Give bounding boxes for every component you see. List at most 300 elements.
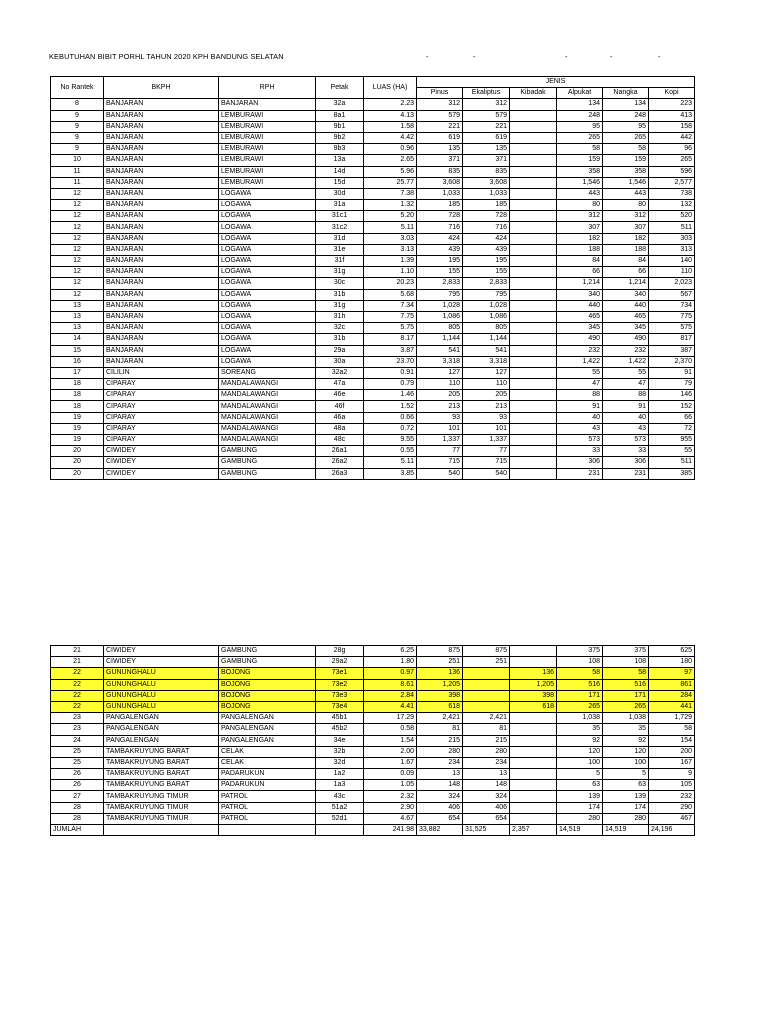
cell-bkph: GUNUNGHALU: [104, 679, 219, 690]
cell-alpukat: 1,214: [557, 278, 603, 289]
cell-ekaliptus: 185: [463, 200, 510, 211]
cell-kopi: 146: [649, 390, 695, 401]
cell-ekaliptus: [463, 690, 510, 701]
cell-no-rantek: 12: [51, 188, 104, 199]
cell-kibadak: [510, 323, 557, 334]
cell-no-rantek: 23: [51, 713, 104, 724]
cell-nangka: 345: [603, 323, 649, 334]
cell-luas: 2.32: [364, 791, 417, 802]
total-luas: 241.98: [364, 825, 417, 836]
cell-ekaliptus: 1,337: [463, 435, 510, 446]
cell-kibadak: [510, 300, 557, 311]
cell-ekaliptus: 715: [463, 457, 510, 468]
cell-ekaliptus: [463, 668, 510, 679]
cell-ekaliptus: 251: [463, 657, 510, 668]
cell-luas: 23.70: [364, 356, 417, 367]
cell-kopi: 79: [649, 379, 695, 390]
cell-kopi: 467: [649, 813, 695, 824]
cell-ekaliptus: 2,833: [463, 278, 510, 289]
cell-alpukat: 91: [557, 401, 603, 412]
cell-rph: MANDALAWANGI: [219, 423, 316, 434]
table-row: [51, 735, 695, 746]
cell-kibadak: [510, 188, 557, 199]
table-row: [51, 334, 695, 345]
cell-nangka: 1,214: [603, 278, 649, 289]
total-kopi: 24,196: [649, 825, 695, 836]
cell-nangka: 248: [603, 110, 649, 121]
cell-alpukat: 306: [557, 457, 603, 468]
cell-kibadak: [510, 423, 557, 434]
cell-kopi: 385: [649, 468, 695, 479]
cell-rph: BOJONG: [219, 679, 316, 690]
cell-rph: CELAK: [219, 746, 316, 757]
cell-rph: PADARUKUN: [219, 769, 316, 780]
cell-petak: 32c: [316, 323, 364, 334]
cell-bkph: BANJARAN: [104, 356, 219, 367]
cell-kibadak: [510, 110, 557, 121]
header-pinus: Pinus: [417, 88, 463, 99]
cell-alpukat: 35: [557, 724, 603, 735]
table-row: [51, 390, 695, 401]
cell-petak: 9b2: [316, 132, 364, 143]
cell-pinus: 619: [417, 132, 463, 143]
cell-nangka: 100: [603, 757, 649, 768]
cell-petak: 46f: [316, 401, 364, 412]
cell-luas: 2.00: [364, 746, 417, 757]
cell-luas: 8.61: [364, 679, 417, 690]
total-label: JUMLAH: [51, 825, 104, 836]
cell-kibadak: [510, 278, 557, 289]
cell-pinus: 541: [417, 345, 463, 356]
cell-bkph: BANJARAN: [104, 267, 219, 278]
cell-alpukat: 159: [557, 155, 603, 166]
cell-no-rantek: 12: [51, 222, 104, 233]
cell-kibadak: [510, 121, 557, 132]
cell-no-rantek: 21: [51, 657, 104, 668]
cell-alpukat: 43: [557, 423, 603, 434]
cell-ekaliptus: 579: [463, 110, 510, 121]
cell-nangka: 92: [603, 735, 649, 746]
cell-kibadak: [510, 446, 557, 457]
cell-no-rantek: 25: [51, 757, 104, 768]
header-petak: Petak: [316, 77, 364, 99]
cell-kopi: 303: [649, 233, 695, 244]
cell-bkph: CIPARAY: [104, 412, 219, 423]
cell-rph: LOGAWA: [219, 356, 316, 367]
cell-nangka: 33: [603, 446, 649, 457]
cell-kopi: 511: [649, 222, 695, 233]
cell-petak: 26a1: [316, 446, 364, 457]
cell-kibadak: [510, 211, 557, 222]
cell-pinus: 579: [417, 110, 463, 121]
cell-luas: 6.25: [364, 646, 417, 657]
cell-no-rantek: 12: [51, 289, 104, 300]
cell-pinus: 324: [417, 791, 463, 802]
cell-kopi: 152: [649, 401, 695, 412]
cell-luas: 3.13: [364, 244, 417, 255]
cell-ekaliptus: 324: [463, 791, 510, 802]
cell-kibadak: [510, 166, 557, 177]
cell-nangka: 159: [603, 155, 649, 166]
cell-petak: 31g: [316, 267, 364, 278]
cell-pinus: 77: [417, 446, 463, 457]
cell-alpukat: 63: [557, 780, 603, 791]
cell-rph: LOGAWA: [219, 345, 316, 356]
cell-alpukat: 248: [557, 110, 603, 121]
cell-luas: 1.05: [364, 780, 417, 791]
header-ekaliptus: Ekaliptus: [463, 88, 510, 99]
cell-pinus: 312: [417, 99, 463, 110]
cell-petak: 31b: [316, 289, 364, 300]
cell-pinus: 1,033: [417, 188, 463, 199]
cell-kopi: 817: [649, 334, 695, 345]
cell-petak: 45b1: [316, 713, 364, 724]
cell-alpukat: 188: [557, 244, 603, 255]
total-ekaliptus: 31,525: [463, 825, 510, 836]
cell-rph: GAMBUNG: [219, 446, 316, 457]
cell-pinus: 716: [417, 222, 463, 233]
cell-pinus: 1,144: [417, 334, 463, 345]
cell-no-rantek: 12: [51, 278, 104, 289]
cell-kibadak: [510, 791, 557, 802]
cell-nangka: 573: [603, 435, 649, 446]
cell-nangka: 63: [603, 780, 649, 791]
cell-pinus: 875: [417, 646, 463, 657]
cell-luas: 0.97: [364, 668, 417, 679]
cell-ekaliptus: 93: [463, 412, 510, 423]
cell-petak: 73e1: [316, 668, 364, 679]
cell-kibadak: [510, 222, 557, 233]
cell-bkph: BANJARAN: [104, 132, 219, 143]
cell-no-rantek: 21: [51, 646, 104, 657]
cell-petak: 34e: [316, 735, 364, 746]
cell-nangka: 171: [603, 690, 649, 701]
cell-ekaliptus: 805: [463, 323, 510, 334]
cell-ekaliptus: 312: [463, 99, 510, 110]
table-row: [51, 769, 695, 780]
cell-kibadak: [510, 468, 557, 479]
cell-alpukat: 58: [557, 668, 603, 679]
cell-pinus: 3,318: [417, 356, 463, 367]
cell-kopi: 511: [649, 457, 695, 468]
cell-nangka: 174: [603, 802, 649, 813]
cell-pinus: 195: [417, 256, 463, 267]
cell-ekaliptus: 1,033: [463, 188, 510, 199]
cell-alpukat: 95: [557, 121, 603, 132]
cell-alpukat: 1,546: [557, 177, 603, 188]
cell-ekaliptus: 424: [463, 233, 510, 244]
cell-ekaliptus: 835: [463, 166, 510, 177]
cell-rph: LOGAWA: [219, 311, 316, 322]
cell-rph: GAMBUNG: [219, 457, 316, 468]
cell-kibadak: [510, 244, 557, 255]
cell-bkph: BANJARAN: [104, 211, 219, 222]
cell-bkph: BANJARAN: [104, 345, 219, 356]
cell-ekaliptus: 155: [463, 267, 510, 278]
table-row: [51, 657, 695, 668]
cell-pinus: 185: [417, 200, 463, 211]
cell-petak: 48c: [316, 435, 364, 446]
cell-no-rantek: 9: [51, 121, 104, 132]
table-row: [51, 200, 695, 211]
cell-kibadak: 398: [510, 690, 557, 701]
cell-pinus: 251: [417, 657, 463, 668]
cell-no-rantek: 19: [51, 435, 104, 446]
cell-pinus: 3,608: [417, 177, 463, 188]
cell-rph: LOGAWA: [219, 222, 316, 233]
cell-kibadak: [510, 412, 557, 423]
cell-alpukat: 358: [557, 166, 603, 177]
total-nangka: 14,519: [603, 825, 649, 836]
cell-bkph: TAMBAKRUYUNG TIMUR: [104, 791, 219, 802]
cell-nangka: 375: [603, 646, 649, 657]
cell-luas: 20.23: [364, 278, 417, 289]
cell-ekaliptus: 654: [463, 813, 510, 824]
cell-bkph: CIPARAY: [104, 379, 219, 390]
cell-kopi: 265: [649, 155, 695, 166]
cell-luas: 25.77: [364, 177, 417, 188]
cell-bkph: BANJARAN: [104, 233, 219, 244]
cell-kibadak: [510, 401, 557, 412]
cell-bkph: BANJARAN: [104, 166, 219, 177]
cell-ekaliptus: 101: [463, 423, 510, 434]
table-row: [51, 668, 695, 679]
cell-pinus: 805: [417, 323, 463, 334]
cell-petak: 32b: [316, 746, 364, 757]
table-row: [51, 99, 695, 110]
cell-kibadak: [510, 646, 557, 657]
cell-petak: 30d: [316, 188, 364, 199]
cell-nangka: 490: [603, 334, 649, 345]
cell-pinus: 135: [417, 144, 463, 155]
table-row: [51, 724, 695, 735]
cell-luas: 5.20: [364, 211, 417, 222]
table-row: [51, 791, 695, 802]
cell-luas: 17.29: [364, 713, 417, 724]
cell-kibadak: [510, 769, 557, 780]
cell-no-rantek: 28: [51, 813, 104, 824]
cell-ekaliptus: 13: [463, 769, 510, 780]
table-row: [51, 132, 695, 143]
cell-nangka: 47: [603, 379, 649, 390]
cell-pinus: 110: [417, 379, 463, 390]
cell-bkph: TAMBAKRUYUNG BARAT: [104, 769, 219, 780]
cell-kibadak: 136: [510, 668, 557, 679]
cell-nangka: 440: [603, 300, 649, 311]
cell-rph: PANGALENGAN: [219, 735, 316, 746]
cell-kopi: 2,370: [649, 356, 695, 367]
cell-pinus: 424: [417, 233, 463, 244]
cell-pinus: 280: [417, 746, 463, 757]
cell-alpukat: 465: [557, 311, 603, 322]
cell-petak: 26a3: [316, 468, 364, 479]
cell-alpukat: 40: [557, 412, 603, 423]
cell-no-rantek: 19: [51, 412, 104, 423]
cell-petak: 28g: [316, 646, 364, 657]
cell-alpukat: 108: [557, 657, 603, 668]
cell-nangka: 1,038: [603, 713, 649, 724]
table-row: [51, 690, 695, 701]
total-cell-empty: [219, 825, 316, 836]
cell-petak: 15d: [316, 177, 364, 188]
cell-no-rantek: 12: [51, 211, 104, 222]
cell-kibadak: [510, 177, 557, 188]
cell-luas: 0.91: [364, 367, 417, 378]
cell-kibadak: [510, 713, 557, 724]
cell-pinus: 439: [417, 244, 463, 255]
cell-kibadak: [510, 256, 557, 267]
cell-bkph: CILILIN: [104, 367, 219, 378]
cell-ekaliptus: 3,608: [463, 177, 510, 188]
table-row: [51, 367, 695, 378]
cell-no-rantek: 16: [51, 356, 104, 367]
table-row: [51, 211, 695, 222]
cell-bkph: BANJARAN: [104, 121, 219, 132]
cell-luas: 4.67: [364, 813, 417, 824]
cell-kopi: 313: [649, 244, 695, 255]
cell-bkph: CIWIDEY: [104, 457, 219, 468]
cell-alpukat: 231: [557, 468, 603, 479]
cell-nangka: 88: [603, 390, 649, 401]
cell-pinus: 155: [417, 267, 463, 278]
total-cell-empty: [316, 825, 364, 836]
cell-nangka: 1,546: [603, 177, 649, 188]
cell-pinus: 406: [417, 802, 463, 813]
cell-no-rantek: 12: [51, 200, 104, 211]
cell-pinus: 148: [417, 780, 463, 791]
cell-nangka: 182: [603, 233, 649, 244]
cell-ekaliptus: 439: [463, 244, 510, 255]
cell-nangka: 139: [603, 791, 649, 802]
cell-kopi: 132: [649, 200, 695, 211]
cell-pinus: 93: [417, 412, 463, 423]
cell-pinus: 1,086: [417, 311, 463, 322]
table-row: [51, 780, 695, 791]
cell-rph: LEMBURAWI: [219, 144, 316, 155]
cell-no-rantek: 28: [51, 802, 104, 813]
cell-ekaliptus: 205: [463, 390, 510, 401]
cell-luas: 0.09: [364, 769, 417, 780]
seedling-table-top: [50, 76, 695, 480]
cell-no-rantek: 27: [51, 791, 104, 802]
cell-petak: 29a: [316, 345, 364, 356]
cell-bkph: BANJARAN: [104, 188, 219, 199]
cell-alpukat: 443: [557, 188, 603, 199]
cell-petak: 1a3: [316, 780, 364, 791]
cell-alpukat: 58: [557, 144, 603, 155]
cell-ekaliptus: 1,086: [463, 311, 510, 322]
cell-bkph: CIPARAY: [104, 435, 219, 446]
table-row: [51, 379, 695, 390]
cell-alpukat: 171: [557, 690, 603, 701]
cell-bkph: BANJARAN: [104, 256, 219, 267]
cell-ekaliptus: 875: [463, 646, 510, 657]
cell-petak: 30a: [316, 356, 364, 367]
cell-kopi: 9: [649, 769, 695, 780]
cell-luas: 3.03: [364, 233, 417, 244]
cell-bkph: GUNUNGHALU: [104, 668, 219, 679]
cell-luas: 0.79: [364, 379, 417, 390]
cell-bkph: CIPARAY: [104, 401, 219, 412]
cell-bkph: TAMBAKRUYUNG BARAT: [104, 757, 219, 768]
cell-ekaliptus: [463, 701, 510, 712]
cell-bkph: CIWIDEY: [104, 446, 219, 457]
cell-rph: LOGAWA: [219, 278, 316, 289]
cell-ekaliptus: 406: [463, 802, 510, 813]
cell-kopi: 58: [649, 724, 695, 735]
cell-alpukat: 84: [557, 256, 603, 267]
cell-kopi: 567: [649, 289, 695, 300]
cell-rph: PATROL: [219, 813, 316, 824]
cell-no-rantek: 10: [51, 155, 104, 166]
cell-luas: 0.55: [364, 446, 417, 457]
cell-alpukat: 182: [557, 233, 603, 244]
cell-bkph: BANJARAN: [104, 244, 219, 255]
cell-nangka: 40: [603, 412, 649, 423]
total-alpukat: 14,519: [557, 825, 603, 836]
cell-pinus: 1,337: [417, 435, 463, 446]
cell-petak: 73e2: [316, 679, 364, 690]
header-rph: RPH: [219, 77, 316, 99]
cell-alpukat: 307: [557, 222, 603, 233]
cell-kibadak: [510, 334, 557, 345]
cell-alpukat: 516: [557, 679, 603, 690]
cell-pinus: 213: [417, 401, 463, 412]
cell-no-rantek: 18: [51, 379, 104, 390]
cell-rph: LEMBURAWI: [219, 166, 316, 177]
cell-pinus: 221: [417, 121, 463, 132]
cell-luas: 5.75: [364, 323, 417, 334]
cell-petak: 31e: [316, 244, 364, 255]
dash-mark: -: [426, 52, 429, 61]
cell-luas: 0.66: [364, 412, 417, 423]
cell-alpukat: 5: [557, 769, 603, 780]
cell-petak: 31f: [316, 256, 364, 267]
cell-petak: 13a: [316, 155, 364, 166]
cell-kopi: 520: [649, 211, 695, 222]
cell-rph: LOGAWA: [219, 211, 316, 222]
cell-pinus: 715: [417, 457, 463, 468]
cell-kopi: 232: [649, 791, 695, 802]
dash-mark: -: [565, 52, 568, 61]
cell-ekaliptus: 541: [463, 345, 510, 356]
cell-bkph: BANJARAN: [104, 323, 219, 334]
table-row: [51, 757, 695, 768]
cell-bkph: GUNUNGHALU: [104, 701, 219, 712]
table-row: [51, 345, 695, 356]
cell-kopi: 775: [649, 311, 695, 322]
cell-petak: 31a: [316, 200, 364, 211]
cell-nangka: 84: [603, 256, 649, 267]
table-row: [51, 457, 695, 468]
cell-luas: 8.17: [364, 334, 417, 345]
cell-no-rantek: 22: [51, 690, 104, 701]
cell-ekaliptus: 213: [463, 401, 510, 412]
cell-alpukat: 573: [557, 435, 603, 446]
table-row: [51, 289, 695, 300]
cell-luas: 7.34: [364, 300, 417, 311]
cell-petak: 47a: [316, 379, 364, 390]
cell-kopi: 223: [649, 99, 695, 110]
cell-kopi: 1,729: [649, 713, 695, 724]
cell-petak: 8a1: [316, 110, 364, 121]
cell-rph: BOJONG: [219, 690, 316, 701]
cell-kopi: 2,577: [649, 177, 695, 188]
cell-pinus: 398: [417, 690, 463, 701]
cell-pinus: 835: [417, 166, 463, 177]
table-row: [51, 701, 695, 712]
cell-ekaliptus: 280: [463, 746, 510, 757]
